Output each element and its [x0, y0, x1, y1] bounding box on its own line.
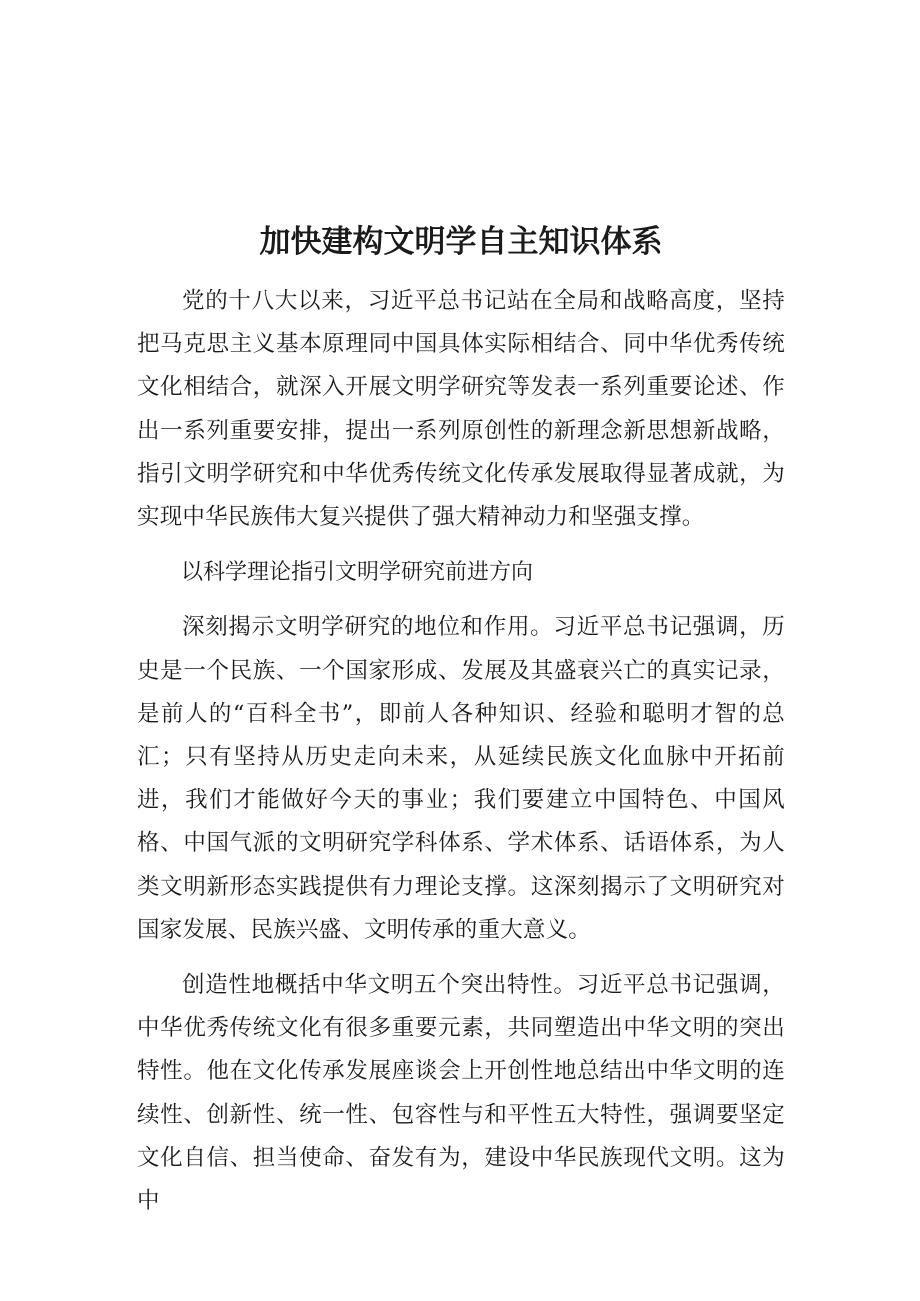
paragraph-gap: [137, 594, 785, 606]
section-heading: 以科学理论指引文明学研究前进方向: [181, 560, 534, 586]
body-paragraph-characteristics: 创造性地概括中华文明五个突出特性。习近平总书记强调，中华优秀传统文化有很多重要元素，共同塑造出中华文明的突出特性。他在文化传承发展座谈会上开创性地总结出中华文明的连续性、创新性、统一性、包容性与和平性五大特性，强调要坚定文化自信、担当使命、奋发有为，建设中华民族现代文明。这为中: [137, 972, 785, 1215]
paragraph-gap: [137, 952, 785, 964]
document-title: 加快建构文明学自主知识体系: [259, 224, 663, 260]
paragraph-gap: [137, 539, 785, 551]
document-page: [137, 222, 785, 1223]
intro-paragraph: 党的十八大以来，习近平总书记站在全局和战略高度，坚持把马克思主义基本原理同中国具体实际相结合、同中华优秀传统文化相结合，就深入开展文明学研究等发表一系列重要论述、作出一系列重要安排，提出一系列原创性的新理念新思想新战略，指引文明学研究和中华优秀传统文化传承发展取得显著成就，为实现中华民族伟大复兴提供了强大精神动力和坚强支撑。: [137, 288, 785, 531]
body-paragraph-role: 深刻揭示文明学研究的地位和作用。习近平总书记强调，历史是一个民族、一个国家形成、发展及其盛衰兴亡的真实记录，是前人的“百科全书”，即前人各种知识、经验和聪明才智的总汇；只有坚持从历史走向未来，从延续民族文化血脉中开拓前进，我们才能做好今天的事业；我们要建立中国特色、中国风格、中国气派的文明研究学科体系、学术体系、话语体系，为人类文明新形态实践提供有力理论支撑。这深刻揭示了文明研究对国家发展、民族兴盛、文明传承的重大意义。: [137, 614, 785, 943]
